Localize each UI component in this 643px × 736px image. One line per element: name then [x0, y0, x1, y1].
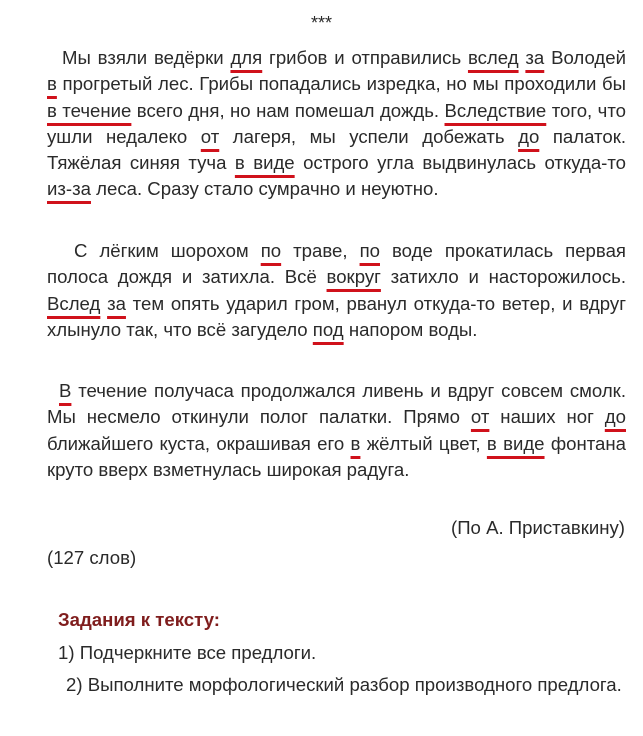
text-segment: ближайшего куста, окрашивая его	[47, 432, 351, 454]
text-segment: палаток. Тяжёлая синяя туча	[47, 125, 626, 174]
underlined-preposition: Вслед	[47, 292, 101, 314]
text-segment: грибов и отправились	[262, 47, 468, 68]
underlined-preposition: из-за	[47, 178, 91, 200]
underlined-preposition: В	[59, 380, 72, 401]
task-item-1: 1) Подчеркните все предлоги.	[58, 642, 317, 663]
underlined-preposition: Вследствие	[444, 99, 547, 121]
underlined-preposition: в	[47, 73, 57, 95]
underlined-preposition: до	[518, 125, 540, 147]
underlined-preposition: вокруг	[326, 266, 381, 288]
text-segment: тем опять ударил гром, рванул откуда-то ветер, и вдруг хлынуло так, что всё загудело	[47, 292, 626, 340]
text-segment: лагеря, мы успели добежать	[219, 125, 519, 147]
text-segment: напором воды.	[343, 318, 478, 340]
underlined-preposition: за	[525, 47, 545, 68]
text-segment: прогретый лес. Грибы попадались изредка, но мы проходили бы	[56, 73, 626, 95]
underlined-preposition: от	[200, 125, 220, 147]
text-segment: фонтана круто вверх взметнулась широкая радуга.	[47, 432, 626, 480]
text-segment: Володей	[544, 47, 626, 68]
underlined-preposition: в виде	[486, 432, 545, 454]
word-count: (127 слов)	[47, 547, 137, 568]
paragraph-2	[47, 238, 626, 343]
text-segment: С лёгким шорохом	[74, 240, 261, 261]
author-attribution: (По А. Приставкину)	[451, 517, 625, 538]
text-segment: наших ног	[489, 406, 605, 428]
paragraph-1	[47, 45, 626, 203]
underlined-preposition: в виде	[234, 152, 295, 174]
underlined-preposition: для	[230, 47, 263, 68]
text-segment: течение получаса продолжался ливень и вдруг совсем смолк. Мы несмело откинули полог палатки. Прямо	[47, 380, 626, 428]
text-segment: жёлтый цвет,	[360, 432, 487, 454]
underlined-preposition: от	[470, 406, 490, 428]
underlined-preposition: за	[107, 292, 126, 314]
underlined-preposition: по	[359, 240, 380, 261]
text-segment: леса. Сразу стало сумрачно и неуютно.	[90, 178, 439, 200]
text-segment: острого угла выдвинулась откуда-то	[294, 152, 627, 174]
text-segment: воде прокатилась первая полоса дождя и затихла. Всё	[47, 240, 626, 288]
text-segment: всего дня, но нам помешал дождь.	[131, 99, 445, 121]
paragraph-3	[47, 378, 626, 483]
underlined-preposition: до	[604, 406, 626, 428]
underlined-preposition: по	[260, 240, 282, 261]
text-segment: траве,	[281, 240, 360, 261]
text-segment: затихло и насторожилось.	[380, 266, 626, 288]
tasks-heading: Задания к тексту:	[58, 609, 220, 630]
task-item-2: 2) Выполните морфологический разбор производного предлога.	[66, 674, 622, 695]
underlined-preposition: под	[312, 318, 344, 340]
underlined-preposition: в течение	[47, 99, 132, 121]
underlined-preposition: вслед	[467, 47, 519, 68]
underlined-preposition: в	[350, 432, 361, 454]
text-segment: того, что ушли недалеко	[47, 99, 626, 147]
text-segment: Мы взяли ведёрки	[62, 47, 231, 68]
separator-stars: ***	[310, 13, 332, 33]
